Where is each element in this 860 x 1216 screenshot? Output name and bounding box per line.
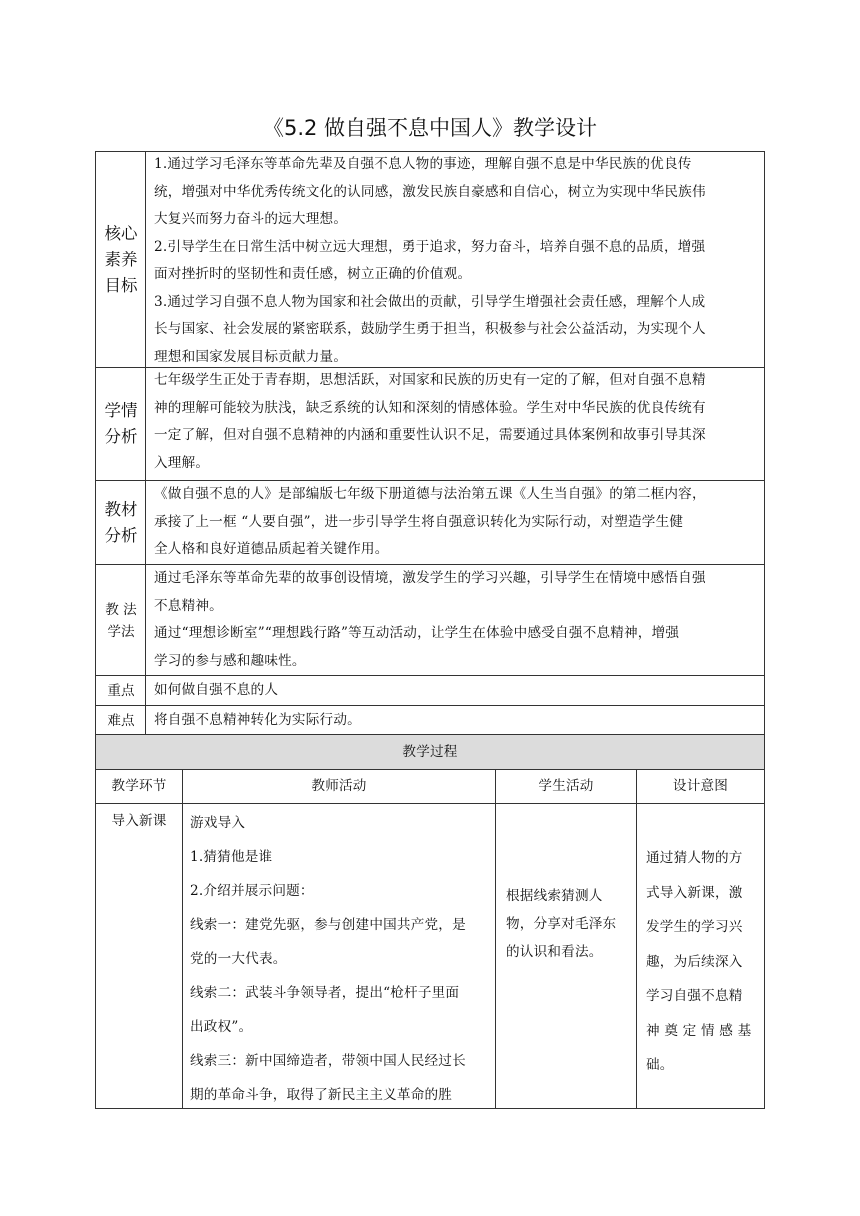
process-heading: 教学过程 [402, 744, 458, 760]
methods-label-line: 教 法 [105, 602, 137, 618]
analysis-label-line: 学情 [104, 401, 138, 420]
col-header-label: 设计意图 [672, 778, 729, 794]
col-header-student [495, 769, 637, 804]
text-line: 统，增强对中华优秀传统文化的认同感，激发民族自豪感和自信心，树立为实现中华民族伟 [154, 183, 706, 200]
textbook-content-cell [145, 480, 765, 565]
text-line: 的认识和看法。 [506, 944, 603, 960]
key-point-label: 重点 [107, 683, 135, 699]
key-point-text: 如何做自强不息的人 [154, 682, 279, 698]
text-line: 学习的参与感和趣味性。 [154, 652, 306, 669]
difficulty-label: 难点 [107, 713, 135, 729]
goals-label-cell [95, 151, 146, 368]
text-line: 通过猜人物的方 [646, 850, 743, 866]
textbook-label-line: 分析 [104, 526, 138, 545]
text-line: 期的革命斗争，取得了新民主主义革命的胜 [190, 1087, 453, 1103]
text-line: 全人格和良好道德品质起着关键作用。 [154, 541, 389, 557]
teacher-activity-text [190, 806, 490, 1112]
text-line: 线索二：武装斗争领导者，提出“枪杆子里面 [190, 985, 460, 1001]
key-point-content-cell [145, 675, 765, 706]
goals-label-line: 目标 [104, 276, 138, 295]
student-activity-text [506, 882, 634, 966]
methods-label-line: 学法 [107, 624, 135, 640]
text-line: 通过毛泽东等革命先辈的故事创设情境，激发学生的学习兴趣，引导学生在情境中感悟自强 [154, 570, 706, 586]
col-header-stage [95, 769, 183, 804]
text-line: 2.引导学生在日常生活中树立远大理想，勇于追求，努力奋斗，培养自强不息的品质，增强 [154, 238, 706, 255]
goals-content-cell [145, 151, 765, 368]
methods-text [154, 565, 764, 675]
student-activity-cell [495, 803, 637, 1109]
col-header-label: 学生活动 [538, 778, 594, 794]
analysis-text [154, 367, 764, 477]
goals-label [96, 221, 146, 299]
goals-label-line: 素养 [104, 250, 138, 269]
difficulty-content-cell [145, 705, 765, 735]
text-line: 理想和国家发展目标贡献力量。 [154, 348, 348, 365]
text-line: 通过“理想诊断室”“理想践行路”等互动活动，让学生在体验中感受自强不息精神，增强 [154, 625, 680, 641]
design-intent-cell [636, 803, 765, 1109]
text-line: 神的理解可能较为肤浅，缺乏系统的认知和深刻的情感体验。学生对中华民族的优良传统有 [154, 399, 706, 416]
textbook-label-line: 教材 [104, 500, 138, 519]
design-intent-text [646, 841, 764, 1083]
process-heading-cell [95, 734, 765, 770]
text-line: 面对挫折时的坚韧性和责任感，树立正确的价值观。 [154, 266, 472, 282]
text-line: 2.介绍并展示问题： [190, 883, 314, 899]
analysis-label-line: 分析 [104, 427, 138, 446]
document-title: 《5.2 做自强不息中国人》教学设计 [262, 116, 598, 140]
text-line: 发学生的学习兴 [646, 919, 743, 935]
col-header-label: 教学环节 [111, 778, 167, 794]
text-line: 式导入新课，激 [646, 884, 743, 901]
text-line: 出政权”。 [190, 1019, 253, 1035]
text-line: 3.通过学习自强不息人物为国家和社会做出的贡献，引导学生增强社会责任感，理解个人成 [154, 293, 706, 310]
text-line: 线索一：建党先驱，参与创建中国共产党，是 [190, 917, 466, 933]
text-line: 根据线索猜测人 [506, 888, 603, 904]
goals-text [154, 151, 764, 371]
text-line: 七年级学生正处于青春期，思想活跃，对国家和民族的历史有一定的了解，但对自强不息精 [154, 372, 706, 388]
goals-label-line: 核心 [104, 224, 138, 243]
methods-content-cell [145, 564, 765, 676]
text-line: 线索三：新中国缔造者，带领中国人民经过长 [190, 1053, 466, 1069]
text-line: 础。 [646, 1057, 674, 1073]
col-header-teacher [182, 769, 496, 804]
methods-label-cell [95, 564, 146, 676]
text-line: 学习自强不息精 [646, 988, 743, 1004]
text-line: 党的一大代表。 [190, 951, 287, 967]
methods-label [96, 599, 146, 643]
stage-cell [95, 803, 183, 1109]
text-line: 大复兴而努力奋斗的远大理想。 [154, 211, 348, 227]
text-line: 一定了解，但对自强不息精神的内涵和重要性认识不足，需要通过具体案例和故事引导其深 [154, 427, 706, 443]
key-point-label-cell [95, 675, 146, 706]
difficulty-label-cell [95, 705, 146, 735]
text-line: 不息精神。 [154, 597, 223, 614]
analysis-label [96, 398, 146, 450]
difficulty-text: 将自强不息精神转化为实际行动。 [154, 712, 361, 728]
textbook-label-cell [95, 480, 146, 565]
stage-text: 导入新课 [111, 813, 167, 829]
text-line: 1.猜猜他是谁 [190, 849, 273, 865]
text-line: 《做自强不息的人》是部编版七年级下册道德与法治第五课《人生当自强》的第二框内容， [154, 486, 706, 502]
text-line: 物，分享对毛泽东 [506, 916, 617, 932]
text-line: 长与国家、社会发展的紧密联系，鼓励学生勇于担当，积极参与社会公益活动，为实现个人 [154, 321, 706, 337]
text-line: 入理解。 [154, 454, 210, 471]
textbook-label [96, 497, 146, 549]
analysis-content-cell [145, 367, 765, 481]
text-line: 神 奠 定 情 感 基 [646, 1022, 752, 1039]
text-line: 承接了上一框 “人要自强”，进一步引导学生将自强意识转化为实际行动，对塑造学生健 [154, 513, 684, 530]
text-line: 游戏导入 [190, 815, 246, 831]
teacher-activity-cell [182, 803, 496, 1109]
analysis-label-cell [95, 367, 146, 481]
col-header-label: 教师活动 [311, 778, 367, 794]
text-line: 1.通过学习毛泽东等革命先辈及自强不息人物的事迹，理解自强不息是中华民族的优良传 [154, 156, 692, 172]
col-header-intent [636, 769, 765, 804]
text-line: 趣，为后续深入 [646, 953, 743, 970]
textbook-text [154, 481, 764, 564]
